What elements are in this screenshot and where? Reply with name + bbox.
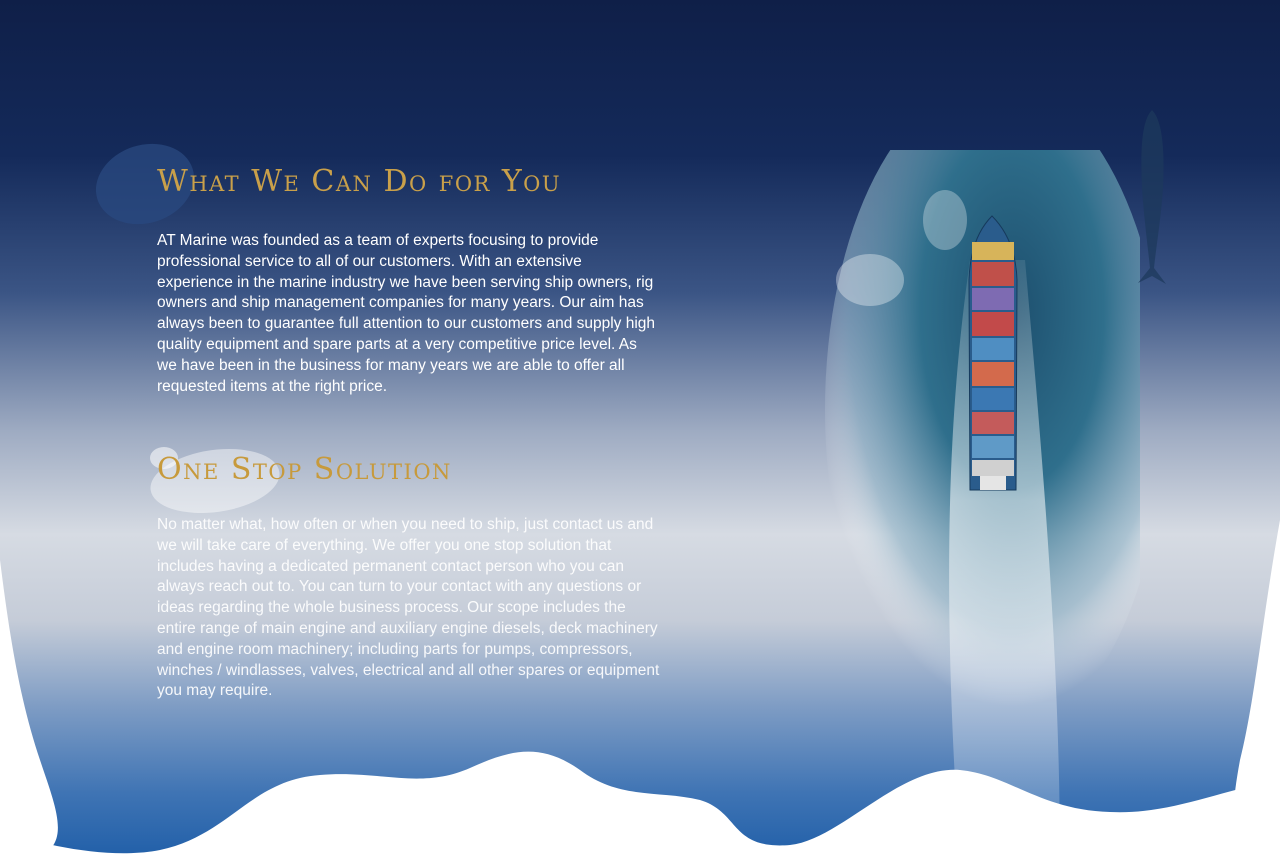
whale-silhouette-image <box>1128 108 1176 290</box>
section-heading-one-stop: One Stop Solution <box>157 452 452 487</box>
section-body-what-we-do: AT Marine was founded as a team of experts focusing to provide professional service to all of our customers. With an extensive experience in the marine industry we have been serving ship owners, rig owners and ship management companies for many years. Our aim has always been to guarantee full attention to our customers and supply high quality equipment and spare parts at a very competitive price level. As we have been in the business for many years we are able to offer all requested items at the right price. <box>157 232 656 395</box>
container-ship-image <box>820 150 1140 862</box>
section-heading-what-we-do: What We Can Do for You <box>157 164 562 199</box>
section-body-one-stop: No matter what, how often or when you need to ship, just contact us and we will take care of everything. We offer you one stop solution that includes having a dedicated permanent contact person who you can always reach out to. You can turn to your contact with any questions or ideas regarding the whole business process. Our scope includes the entire range of main engine and auxiliary engine diesels, deck machinery and engine room machinery; including parts for pumps, compressors, winches / windlasses, valves, electrical and all other spares or equipment you may require. <box>157 516 660 700</box>
